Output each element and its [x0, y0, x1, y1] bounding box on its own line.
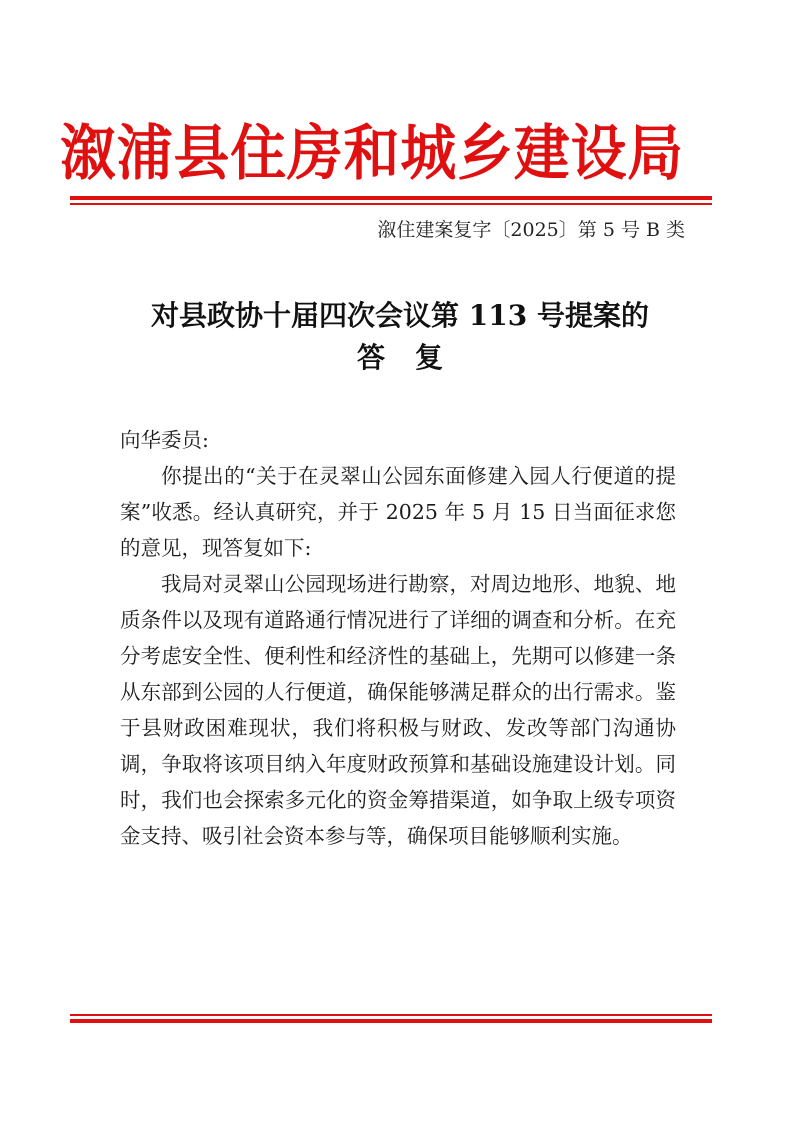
- letterhead-divider-thick: [70, 196, 712, 200]
- document-reference-number: 溆住建案复字〔2025〕第 5 号 B 类: [377, 219, 685, 241]
- body-paragraph-1: 你提出的“关于在灵翠山公园东面修建入园人行便道的提案”收悉。经认真研究，并于 2025 年 5 月 15 日当面征求您的意见，现答复如下:: [120, 464, 676, 560]
- document-title-line2: 答复: [356, 341, 473, 374]
- letterhead-organization-name: 溆浦县住房和城乡建设局: [60, 119, 685, 189]
- letter-body: [120, 422, 676, 854]
- footer-divider-thin: [70, 1014, 712, 1016]
- body-paragraph-2: 我局对灵翠山公园现场进行勘察，对周边地形、地貌、地质条件以及现有道路通行情况进行了详细的调查和分析。在充分考虑安全性、便利性和经济性的基础上，先期可以修建一条从东部到公园的人行便道，确保能够满足群众的出行需求。鉴于县财政困难现状，我们将积极与财政、发改等部门沟通协调，争取将该项目纳入年度财政预算和基础设施建设计划。同时，我们也会探索多元化的资金筹措渠道，如争取上级专项资金支持、吸引社会资本参与等，确保项目能够顺利实施。: [120, 572, 676, 848]
- footer-divider-thick: [70, 1019, 712, 1023]
- salutation: 向华委员:: [120, 428, 209, 452]
- document-title-line1: 对县政协十届四次会议第 113 号提案的: [151, 299, 649, 332]
- letterhead-divider-thin: [70, 203, 712, 205]
